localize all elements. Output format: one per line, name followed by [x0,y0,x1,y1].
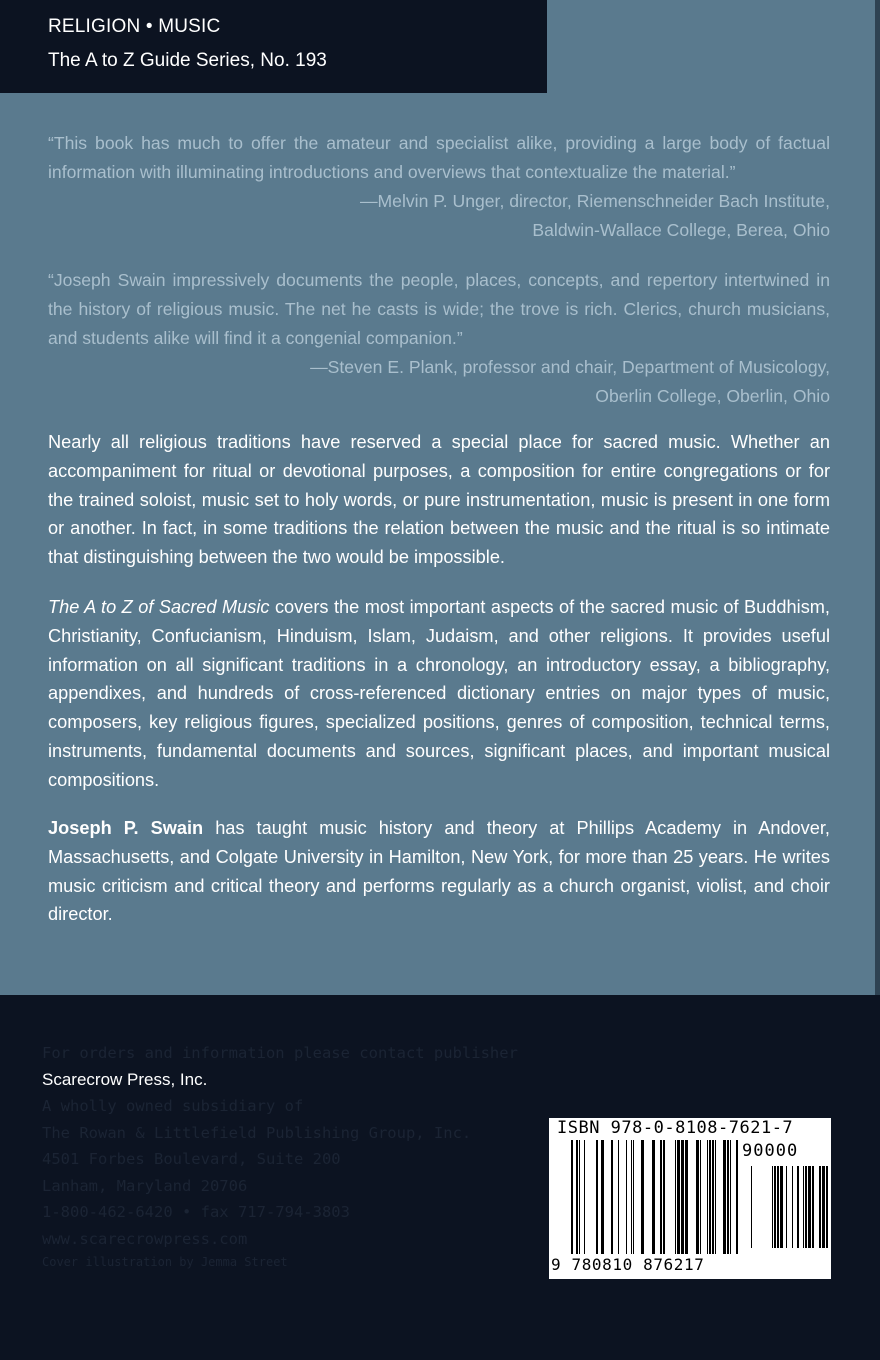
isbn-barcode [549,1118,831,1279]
barcode-bar [652,1140,655,1254]
series-line: The A to Z Guide Series, No. 193 [48,50,327,71]
contact-line: For orders and information please contact publisher [42,1044,518,1062]
bio-text: has taught music history and theory at Phillips Academy in Andover, Massachusetts, and Colgate University in Hamilton, New York, for more than 25 years. He writes music criticism and critical theory and performs regularly as a church organist, violist, and choir director. [48,818,830,925]
barcode-bar [826,1166,828,1248]
barcode-bar [730,1140,731,1254]
review-quote-2 [48,266,830,411]
barcode-bar [641,1140,644,1254]
barcode-bar [685,1140,688,1254]
barcode-bar [611,1140,613,1254]
quote-text: “Joseph Swain impressively documents the people, places, concepts, and repertory intertwined in the history of religious music. The net he casts is wide; the trove is rich. Clerics, church musicians, and students alike will find it a congenial companion.” [48,270,830,348]
barcode-bar [772,1166,773,1248]
website: www.scarecrowpress.com [42,1229,248,1248]
paragraph-text: covers the most important aspects of the sacred music of Buddhism, Christianity, Confucianism, Hinduism, Islam, Judaism, and other religions. It provides useful information on all significant traditions in a chronology, an introductory essay, a bibliography, appendixes, and hundreds of cross-referenced dictionary entries on major types of music, composers, key religious figures, specialized positions, genres of composition, technical terms, instruments, fundamental documents and sources, significant places, and important musical compositions. [48,597,830,790]
barcode-bar [596,1140,598,1254]
barcode-bar [677,1140,680,1254]
barcode-bar [751,1166,752,1248]
barcode-bar [723,1140,726,1254]
barcode-bar [780,1166,783,1248]
book-title: The A to Z of Sacred Music [48,597,270,617]
description-paragraph-1: Nearly all religious traditions have reserved a special place for sacred music. Whether an accompaniment for ritual or devotional purposes, a composition for entire congregations or for the trained soloist, music set to holy words, or pure instrumentation, music is present in one form or another. In fact, in some traditions the relation between the music and the ritual is so intimate that distinguishing between the two would be impossible. [48,432,830,568]
barcode-bar [631,1140,632,1254]
barcode-bar [727,1140,729,1254]
price-code: 90000 [742,1141,799,1161]
phone-line: 1-800-462-6420 • fax 717-794-3803 [42,1203,350,1221]
quote-attribution-line1: —Melvin P. Unger, director, Riemenschneider Bach Institute, [359,191,830,211]
barcode-bar [618,1140,619,1254]
barcode-bar [571,1140,573,1254]
barcode-bar [736,1140,738,1254]
author-name: Joseph P. Swain [48,818,204,838]
barcode-bar [803,1166,804,1248]
barcode-bar [707,1140,708,1254]
barcode-bar [576,1140,578,1254]
publisher-name: Scarecrow Press, Inc. [42,1069,208,1089]
category-line: RELIGION • MUSIC [48,16,221,37]
barcode-bar [777,1166,779,1248]
barcode-bar [626,1140,627,1254]
barcode-bar [792,1166,793,1248]
author-bio [48,814,830,929]
barcode-bar [696,1140,699,1254]
barcode-bar [774,1166,776,1248]
barcode-bar [822,1166,825,1248]
quote-text: “This book has much to offer the amateur and specialist alike, providing a large body of factual information with illuminating introductions and overviews that contextualize the material.” [48,133,830,182]
ean-digits: 9 780810 876217 [551,1255,705,1274]
barcode-bar [712,1140,714,1254]
quote-attribution-line2: Baldwin-Wallace College, Berea, Ohio [532,220,830,240]
barcode-bar [601,1140,604,1254]
subsidiary-line: A wholly owned subsidiary of [42,1097,304,1115]
barcode-bar [700,1140,701,1254]
barcode-bar [633,1140,634,1254]
barcode-bar [681,1140,684,1254]
barcode-bar [584,1140,585,1254]
spine-edge [875,0,880,995]
barcode-bar [805,1166,807,1248]
barcode-bar [819,1166,821,1248]
barcode-bar [663,1140,665,1254]
parent-company: The Rowan & Littlefield Publishing Group, Inc. [42,1123,472,1142]
barcode-bar [786,1166,787,1248]
barcode-bar [808,1166,811,1248]
barcode-bar [675,1140,676,1254]
barcode-bar [715,1140,716,1254]
barcode-bar [797,1166,799,1248]
barcode-bar [579,1140,580,1254]
isbn-text: ISBN 978-0-8108-7621-7 [557,1118,794,1138]
description-paragraph-2 [48,593,830,795]
category-box [0,0,547,93]
quote-attribution-line2: Oberlin College, Oberlin, Ohio [595,386,830,406]
review-quote-1 [48,129,830,245]
barcode-bar [812,1166,814,1248]
barcode-bar [709,1140,711,1254]
quote-attribution-line1: —Steven E. Plank, professor and chair, Department of Musicology, [310,357,830,377]
address-line-2: Lanham, Maryland 20706 [42,1176,248,1195]
cover-credit: Cover illustration by Jemma Street [42,1255,288,1269]
barcode-bar [660,1140,662,1254]
publisher-info [42,1040,518,1272]
address-line-1: 4501 Forbes Boulevard, Suite 200 [42,1150,341,1168]
